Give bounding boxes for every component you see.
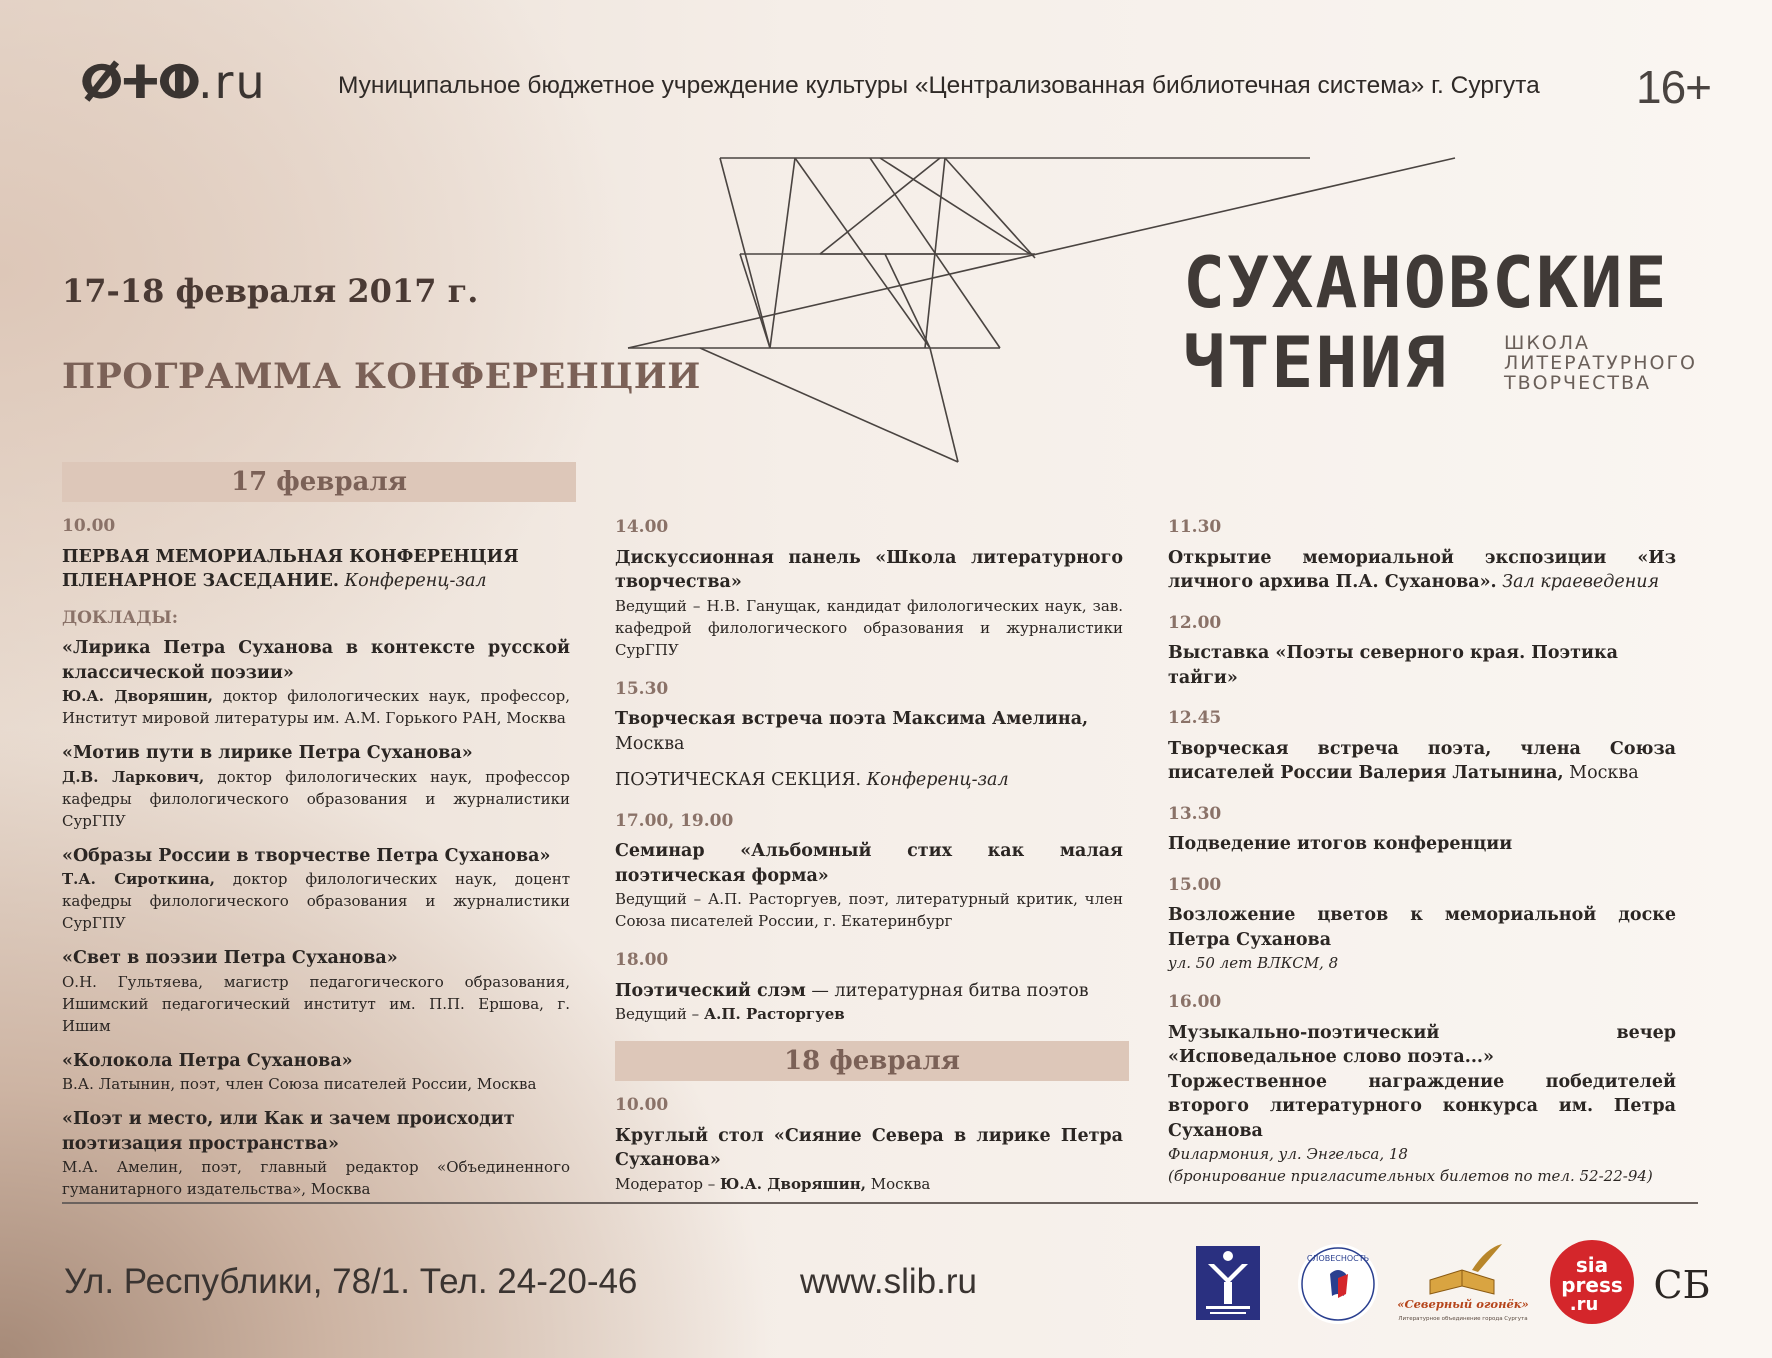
report-item [62,1107,570,1200]
event-time: 17.00, 19.00 [615,810,734,831]
event-title [615,979,1123,1004]
section-title: ПОЭТИЧЕСКАЯ СЕКЦИЯ. [615,770,862,790]
report-author [62,1156,570,1200]
event-title [1168,546,1676,595]
slovesnost-logo[interactable] [1298,1244,1378,1324]
event-title: Подведение итогов конференции [1168,834,1513,854]
organization-name: Муниципальное бюджетное учреждение культуры «Централизованная библиотечная система» г. Сургута [338,72,1540,99]
author-desc: доктор филологических наук, профессор кафедры филологического образования и журналистики СурГПУ [62,767,570,830]
report-title: «Образы России в творчестве Петра Суханова» [62,845,551,866]
event-title: Круглый стол «Сияние Севера в лирике Петра Суханова» [615,1125,1123,1170]
report-item [62,741,570,832]
event-place: Филармония, ул. Энгельса, 18 [1168,1145,1408,1163]
event-title-text: Творческая встреча поэта, члена Союза писателей России Валерия Латынина, [1168,738,1676,783]
section-place: Конференц-зал [866,770,1009,790]
slib-logo[interactable] [80,55,267,115]
day-header-17: 17 февраля [62,462,576,502]
host-name: А.П. Расторгуев [703,1005,845,1023]
event-address: ул. 50 лет ВЛКСМ, 8 [1168,954,1339,972]
program-column-3 [1168,515,1676,1203]
report-author [62,766,570,832]
brand-title-line2: ЧТЕНИЯ [1183,322,1448,404]
event-title: Возложение цветов к мемориальной доске Петра Суханова [1168,905,1676,950]
sia-line2: press [1561,1273,1623,1297]
report-title: «Колокола Петра Суханова» [62,1050,353,1071]
brand-title-line1: СУХАНОВСКИЕ [1183,242,1669,324]
slib-logo-mark: ⵁⵜⵀ [80,55,198,109]
report-author [62,868,570,934]
report-item [62,946,570,1037]
day-header-18: 18 февраля [615,1041,1129,1081]
report-item [62,844,570,935]
brand-subtitle-line: ЛИТЕРАТУРНОГО [1504,352,1697,374]
author-desc: доктор филологических наук, профессор, Институт мировой литературы им. А.М. Горького РАН, Москва [62,687,570,727]
event-time: 15.30 [615,678,669,699]
deco-line [700,348,958,462]
latynin-meeting [1168,706,1676,786]
host-label: Ведущий – [615,890,702,908]
report-item [62,1049,570,1096]
event-city: Москва [615,733,685,754]
sia-line1: sia [1575,1253,1609,1277]
event-host [615,1003,1123,1025]
event-place: Конференц-зал [344,571,487,591]
host-label: Модератор – [615,1174,716,1193]
event-title: Музыкально-поэтический вечер «Исповедальное слово поэта...» [1168,1022,1676,1067]
deco-line [770,158,795,348]
slovesnost-icon [1298,1244,1378,1324]
event-time: 10.00 [62,516,116,536]
program-column-2 [615,515,1123,1211]
event-place: Зал краеведения [1502,572,1660,592]
event-time: 10.00 [615,1095,669,1115]
university-logo[interactable] [1196,1246,1260,1320]
event-title [1168,737,1676,786]
event-subtitle [62,569,570,594]
event-host [615,1173,1123,1195]
ogonyok-name: «Северный огонёк» [1397,1297,1529,1311]
footer-divider [62,1202,1698,1204]
exposition-opening [1168,515,1676,595]
event-title [615,707,1123,756]
footer-website-link[interactable]: www.slib.ru [800,1262,977,1301]
amelin-meeting [615,677,1123,757]
event-time: 12.00 [1168,612,1222,633]
poetry-section [615,768,1123,793]
author-desc: поэт, главный редактор «Объединенного гуманитарного издательства», Москва [62,1158,570,1198]
report-title: «Поэт и место, или Как и зачем происходит поэтизация пространства» [62,1109,515,1154]
event-title: ПЕРВАЯ МЕМОРИАЛЬНАЯ КОНФЕРЕНЦИЯ [62,546,519,567]
event-host [615,595,1123,661]
author-name: Д.В. Ларкович, [62,767,205,786]
report-author [62,971,570,1037]
author-name: Ю.А. Дворяшин, [62,687,214,705]
deco-line [930,348,958,462]
author-name: М.А. Амелин, [62,1158,183,1176]
ogonyok-icon [1397,1240,1529,1326]
event-time: 11.30 [1168,517,1222,537]
sia-line3: .ru [1569,1294,1599,1315]
author-name: Т.А. Сироткина, [62,870,215,888]
host-name: Н.В. Ганущак, [706,596,821,615]
booking-note: (бронирование пригласительных билетов по тел. 52-22-94) [1168,1167,1653,1185]
footer-address: Ул. Республики, 78/1. Тел. 24-20-46 [64,1262,638,1301]
slovesnost-label: СЛОВЕСНОСТЬ [1306,1254,1370,1263]
event-time: 12.45 [1168,708,1222,728]
conference-summary [1168,802,1676,857]
author-name: О.Н. Гультяева, [62,972,203,991]
sb-mark: СБ [1653,1263,1711,1307]
deco-line [925,158,945,348]
host-name: А.П. Расторгуев, [707,890,842,908]
author-desc: поэт, член Союза писателей России, Москва [179,1075,537,1093]
age-rating: 16+ [1636,61,1712,113]
opening-session [62,514,570,594]
event-title: Семинар «Альбомный стих как малая поэтическая форма» [615,841,1123,886]
event-desc: — литературная битва поэтов [811,980,1089,1001]
round-table [615,1093,1123,1195]
slib-logo-domain: .ru [197,55,267,109]
event-title-text: Открытие мемориальной экспозиции «Из личного архива П.А. Суханова». [1168,547,1676,592]
event-time: 16.00 [1168,992,1222,1012]
report-author [62,1073,570,1095]
award-ceremony: Торжественное награждение победителей второго литературного конкурса им. Петра Суханова [1168,1071,1676,1141]
event-time: 14.00 [615,517,669,537]
host-desc: кандидат филологических наук, зав. кафедрой филологического образования и журналистики СурГПУ [615,596,1123,659]
host-name: Ю.А. Дворяшин, [720,1174,867,1193]
panel-discussion [615,515,1123,661]
event-host [615,888,1123,932]
author-name: В.А. Латынин, [62,1075,176,1093]
music-evening [1168,990,1676,1187]
report-title: «Мотив пути в лирике Петра Суханова» [62,743,473,763]
event-time: 15.00 [1168,874,1222,895]
poetry-slam [615,948,1123,1025]
deco-line [740,254,770,348]
brand-subtitle [1504,333,1697,393]
deco-line [885,254,930,348]
reports-label: ДОКЛАДЫ: [62,607,179,628]
event-time: 18.00 [615,950,669,970]
host-label: Ведущий – [615,1005,700,1023]
event-title-part: ПЛЕНАРНОЕ ЗАСЕДАНИЕ. [62,571,339,591]
sb-icon [1653,1248,1711,1316]
sb-logo[interactable] [1653,1248,1711,1316]
siapress-logo[interactable] [1550,1240,1634,1324]
author-desc: доктор филологических наук, доцент кафедры филологического образования и журналистики СурГПУ [62,870,570,932]
university-icon [1196,1246,1260,1320]
program-title: ПРОГРАММА КОНФЕРЕНЦИИ [62,356,701,397]
seminar [615,809,1123,933]
severny-ogonyok-logo[interactable] [1397,1240,1529,1326]
host-desc: поэт, литературный критик, член Союза писателей России, г. Екатеринбург [615,890,1124,930]
brand-subtitle-line: ТВОРЧЕСТВА [1504,372,1651,394]
brand-subtitle-line: ШКОЛА [1504,332,1591,354]
siapress-icon [1550,1240,1634,1324]
event-title-text: Творческая встреча поэта Максима Амелина, [615,709,1089,729]
report-author [62,685,570,729]
conference-dates: 17-18 февраля 2017 г. [62,272,479,310]
host-label: Ведущий – [615,596,701,615]
ogonyok-sub: Литературное объединение города Сургута [1398,1316,1528,1322]
deco-line [720,158,770,348]
report-title: «Лирика Петра Суханова в контексте русской классической поэзии» [62,638,570,683]
flowers-laying [1168,873,1676,975]
event-title-text: Поэтический слэм [615,980,806,1001]
event-time: 13.30 [1168,803,1222,824]
report-item [62,636,570,729]
event-city: Москва [1569,763,1639,783]
event-title: Дискуссионная панель «Школа литературного творчества» [615,547,1123,592]
author-desc: магистр педагогического образования, Ишимский педагогический институт им. П.П. Ершова, г. Ишим [62,972,570,1035]
report-title: «Свет в поэзии Петра Суханова» [62,948,398,968]
event-title: Выставка «Поэты северного края. Поэтика тайги» [1168,643,1618,688]
deco-line [795,158,930,348]
program-column-1 [62,462,570,1212]
exhibition [1168,611,1676,691]
event-city: Москва [870,1174,931,1193]
